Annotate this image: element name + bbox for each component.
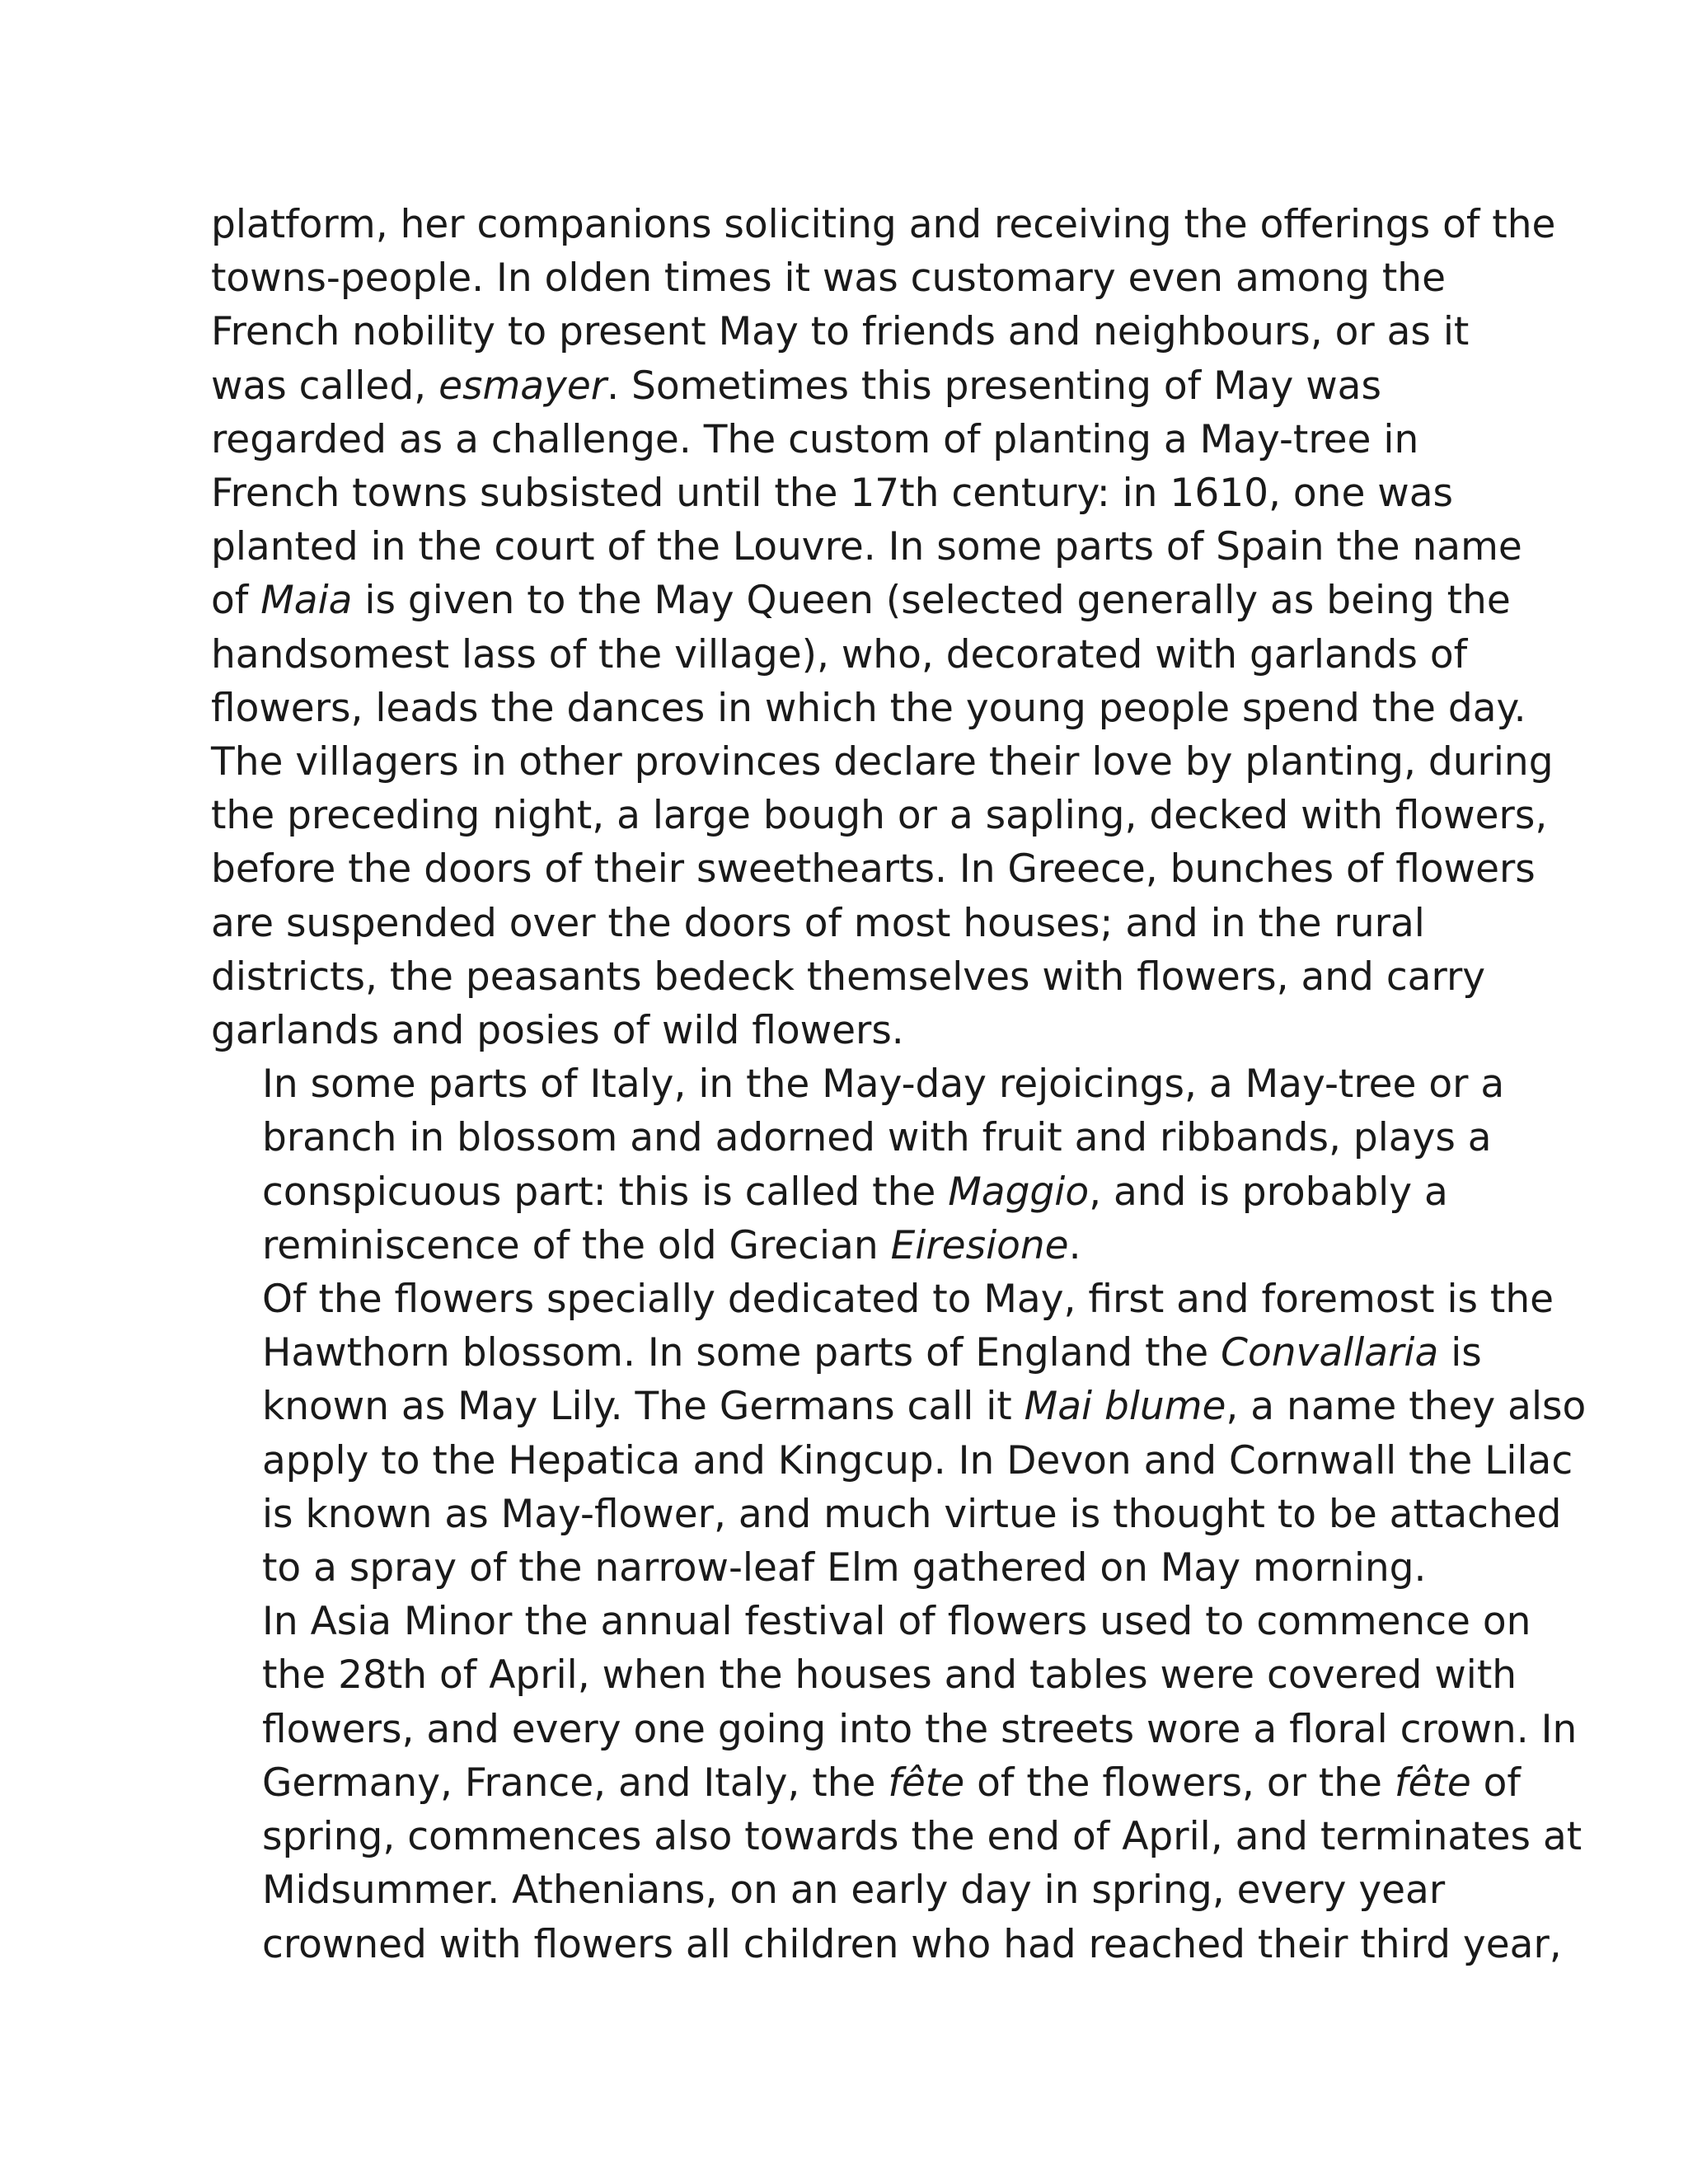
text-run: Midsummer. Athenians, on an early day in spring, every year (262, 1868, 1446, 1914)
text-line (211, 735, 1554, 789)
text-run: was called, (211, 363, 439, 409)
text-line (211, 305, 1497, 359)
text-line (211, 1595, 1531, 1648)
text-run: apply to the Hepatica and Kingcup. In Devon and Cornwall the Lilac (262, 1437, 1573, 1483)
text-line (211, 682, 1526, 735)
text-line (211, 1863, 1497, 1917)
text-run: . Sometimes this presenting of May was (607, 363, 1381, 409)
text-line (211, 413, 1497, 466)
text-run: Hawthorn blossom. In some parts of England the (262, 1330, 1221, 1376)
paragraph (211, 1272, 1587, 1595)
text-run: spring, commences also towards the end of April, and terminates at (262, 1814, 1582, 1860)
text-line (211, 1434, 1573, 1488)
text-run: In some parts of Italy, in the May-day rejoicings, a May-tree or a (262, 1062, 1505, 1108)
text-line (211, 1380, 1587, 1433)
text-line (211, 789, 1548, 842)
paragraph (211, 1595, 1582, 1971)
paragraph (211, 198, 1556, 1057)
text-line (211, 1004, 1497, 1057)
text-run: , and is probably a (1089, 1169, 1448, 1215)
italic-text: Maggio (948, 1169, 1090, 1215)
text-run: is known as May-flower, and much virtue is thought to be attached (262, 1491, 1562, 1537)
text-line (211, 1918, 1562, 1971)
text-line (211, 1219, 1497, 1272)
text-run: , a name they also (1226, 1384, 1587, 1430)
text-line (211, 1057, 1505, 1111)
text-run: handsomest lass of the village), who, decorated with garlands of (211, 631, 1468, 677)
text-run: before the doors of their sweethearts. In Greece, bunches of flowers (211, 846, 1536, 893)
text-line (211, 198, 1556, 251)
text-line (211, 574, 1511, 627)
text-line (211, 1648, 1517, 1702)
paragraph (211, 1057, 1505, 1272)
text-run: planted in the court of the Louvre. In some parts of Spain the name (211, 524, 1522, 570)
text-run: towns-people. In olden times it was customary even among the (211, 255, 1447, 302)
text-run: French nobility to present May to friends and neighbours, or as it (211, 309, 1470, 355)
text-run: are suspended over the doors of most houses; and in the rural (211, 900, 1425, 946)
text-line (211, 1756, 1521, 1810)
italic-text: fête (1394, 1760, 1471, 1806)
text-line (211, 359, 1497, 413)
text-run: of (1470, 1760, 1521, 1806)
italic-text: fête (888, 1760, 965, 1806)
text-run: known as May Lily. The Germans call it (262, 1384, 1025, 1430)
text-run: crowned with flowers all children who had reached their third year, (262, 1921, 1562, 1967)
text-run: . (1068, 1222, 1081, 1268)
text-run: reminiscence of the old Grecian (262, 1222, 891, 1268)
italic-text: Mai blume (1024, 1384, 1226, 1430)
text-run: conspicuous part: this is called the (262, 1169, 949, 1215)
text-run: The villagers in other provinces declare their love by planting, during (211, 739, 1554, 785)
text-run: branch in blossom and adorned with fruit and ribbands, plays a (262, 1115, 1492, 1161)
text-line (211, 1326, 1497, 1380)
text-run: platform, her companions soliciting and receiving the offerings of the (211, 202, 1556, 247)
text-line (211, 628, 1497, 682)
text-run: French towns subsisted until the 17th century: in 1610, one was (211, 471, 1454, 517)
text-run: flowers, leads the dances in which the young people spend the day. (211, 685, 1526, 731)
text-line (211, 1703, 1578, 1756)
italic-text: Maia (260, 578, 353, 624)
italic-text: Eiresione (890, 1222, 1069, 1268)
text-line (211, 1810, 1582, 1863)
text-run: to a spray of the narrow-leaf Elm gathered on May morning. (262, 1545, 1427, 1591)
italic-text: esmayer (438, 363, 607, 409)
text-run: of the flowers, or the (964, 1760, 1395, 1806)
text-line (211, 1272, 1554, 1326)
text-line (211, 1541, 1497, 1595)
text-run: the preceding night, a large bough or a sapling, decked with flowers, (211, 793, 1548, 839)
text-line (211, 950, 1497, 1004)
text-run: garlands and posies of wild flowers. (211, 1008, 904, 1054)
italic-text: Convallaria (1221, 1330, 1439, 1376)
text-run: regarded as a challenge. The custom of planting a May-tree in (211, 416, 1419, 462)
text-run: In Asia Minor the annual festival of flowers used to commence on (262, 1599, 1531, 1645)
text-run: of (211, 578, 261, 624)
page-text-body (211, 198, 1587, 1971)
text-line (211, 842, 1536, 896)
text-line (211, 897, 1497, 950)
text-line (211, 1111, 1497, 1165)
text-line (211, 520, 1522, 574)
text-line (211, 1488, 1562, 1541)
text-run: flowers, and every one going into the streets wore a floral crown. In (262, 1706, 1578, 1752)
text-run: Germany, France, and Italy, the (262, 1760, 889, 1806)
text-line (211, 251, 1497, 305)
text-run: districts, the peasants bedeck themselves with flowers, and carry (211, 954, 1486, 1000)
text-line (211, 1165, 1497, 1219)
text-run: Of the flowers specially dedicated to May, first and foremost is the (262, 1277, 1554, 1323)
text-run: is given to the May Queen (selected generally as being the (352, 578, 1511, 624)
text-run: the 28th of April, when the houses and tables were covered with (262, 1652, 1517, 1699)
text-line (211, 466, 1497, 520)
text-run: is (1438, 1330, 1482, 1376)
